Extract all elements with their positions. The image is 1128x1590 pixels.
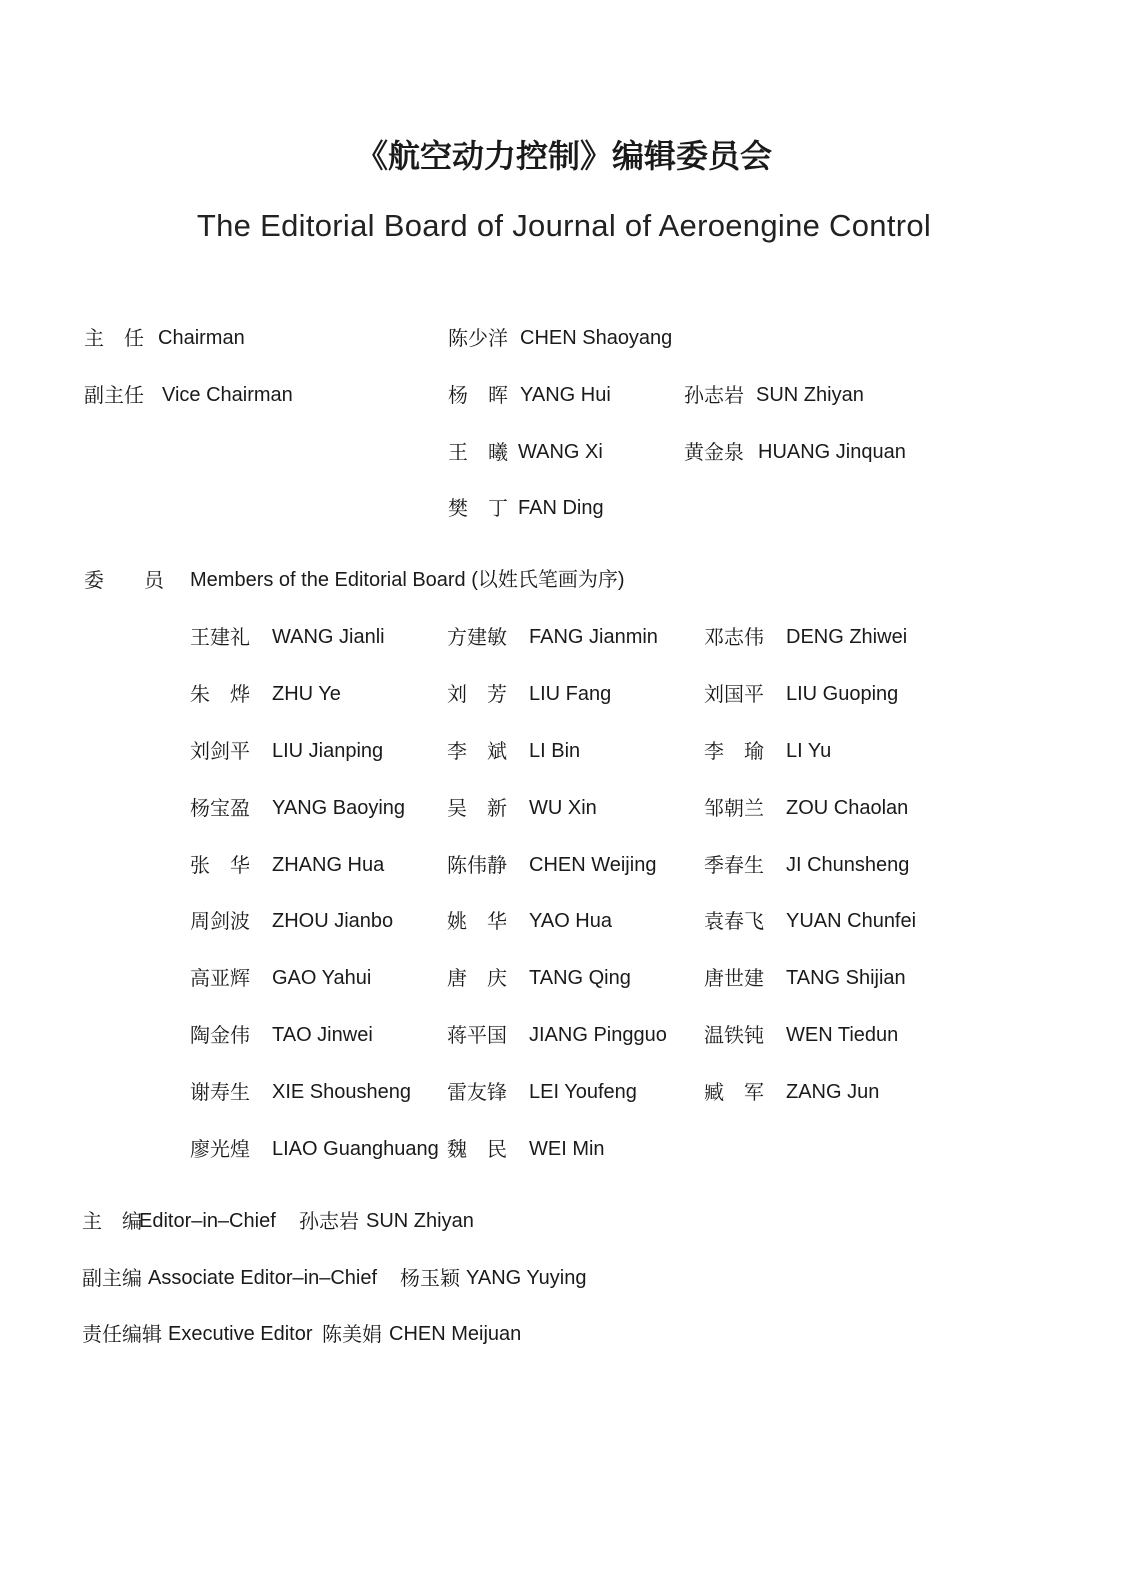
member-name-cn: 蒋平国 bbox=[447, 1023, 507, 1047]
member-name-en: YANG Baoying bbox=[272, 797, 406, 819]
chairman-role-cn: 主 任 bbox=[84, 326, 144, 350]
member-name-en: CHEN Weijing bbox=[529, 854, 657, 876]
member-name-en: FANG Jianmin bbox=[529, 626, 658, 648]
vice-chairman-role-cn: 副主任 bbox=[84, 383, 144, 407]
associate-editor-name-cn: 杨玉颖 bbox=[400, 1266, 460, 1290]
member-name-en: LI Yu bbox=[786, 740, 832, 762]
member-name-cn: 刘 芳 bbox=[447, 682, 507, 706]
member-name-cn: 魏 民 bbox=[447, 1137, 507, 1161]
member-name-en: TANG Qing bbox=[529, 967, 631, 989]
vice-chairman-name-en: WANG Xi bbox=[518, 441, 603, 463]
member-name-en: JIANG Pingguo bbox=[529, 1024, 667, 1046]
editor-in-chief-role-en: Editor–in–Chief bbox=[139, 1210, 276, 1232]
member-name-en: WEI Min bbox=[529, 1138, 605, 1160]
executive-editor-role-cn: 责任编辑 bbox=[82, 1322, 162, 1346]
vice-chairman-name-en: SUN Zhiyan bbox=[756, 384, 864, 406]
member-name-cn: 刘国平 bbox=[704, 682, 764, 706]
member-name-en: WU Xin bbox=[529, 797, 597, 819]
associate-editor-name-en: YANG Yuying bbox=[466, 1267, 587, 1289]
member-name-en: ZHOU Jianbo bbox=[272, 910, 394, 932]
member-name-cn: 朱 烨 bbox=[190, 682, 250, 706]
member-name-en: ZHU Ye bbox=[272, 683, 341, 705]
member-name-en: LEI Youfeng bbox=[529, 1081, 637, 1103]
member-name-cn: 方建敏 bbox=[447, 625, 507, 649]
chairman-name-cn: 陈少洋 bbox=[448, 326, 508, 350]
chairman-role-en: Chairman bbox=[158, 327, 245, 349]
member-name-cn: 杨宝盈 bbox=[190, 796, 250, 820]
members-role-en: Members of the Editorial Board (以姓氏笔画为序) bbox=[190, 569, 625, 591]
executive-editor-name-cn: 陈美娟 bbox=[322, 1322, 382, 1346]
editor-in-chief-name-cn: 孙志岩 bbox=[299, 1209, 359, 1233]
member-name-en: LIU Guoping bbox=[786, 683, 899, 705]
chairman-name-en: CHEN Shaoyang bbox=[520, 327, 673, 349]
member-name-en: XIE Shousheng bbox=[272, 1081, 411, 1103]
executive-editor-role-en: Executive Editor bbox=[168, 1323, 313, 1345]
member-name-cn: 陶金伟 bbox=[190, 1023, 250, 1047]
member-name-cn: 邹朝兰 bbox=[704, 796, 764, 820]
member-name-cn: 唐 庆 bbox=[447, 966, 507, 990]
executive-editor-name-en: CHEN Meijuan bbox=[389, 1323, 522, 1345]
member-name-en: JI Chunsheng bbox=[786, 854, 910, 876]
member-name-en: GAO Yahui bbox=[272, 967, 372, 989]
member-name-en: ZANG Jun bbox=[786, 1081, 880, 1103]
member-name-cn: 张 华 bbox=[190, 853, 250, 877]
member-name-cn: 温铁钝 bbox=[704, 1023, 764, 1047]
member-name-en: LIU Fang bbox=[529, 683, 612, 705]
member-name-cn: 袁春飞 bbox=[704, 909, 764, 933]
associate-editor-role-en: Associate Editor–in–Chief bbox=[148, 1267, 378, 1289]
member-name-en: LIU Jianping bbox=[272, 740, 384, 762]
vice-chairman-name-en: FAN Ding bbox=[518, 497, 604, 519]
member-name-en: LI Bin bbox=[529, 740, 581, 762]
page-title-chinese: 《航空动力控制》编辑委员会 bbox=[355, 137, 772, 175]
member-name-cn: 高亚辉 bbox=[190, 966, 250, 990]
member-name-cn: 周剑波 bbox=[190, 909, 250, 933]
member-name-en: WANG Jianli bbox=[272, 626, 385, 648]
member-name-en: TAO Jinwei bbox=[272, 1024, 373, 1046]
member-name-cn: 臧 军 bbox=[704, 1080, 764, 1104]
member-name-cn: 李 斌 bbox=[447, 739, 507, 763]
member-name-cn: 邓志伟 bbox=[704, 625, 764, 649]
member-name-cn: 刘剑平 bbox=[190, 739, 250, 763]
editor-in-chief-role-cn: 主 编 bbox=[82, 1209, 142, 1233]
vice-chairman-name-cn: 黄金泉 bbox=[684, 440, 744, 464]
vice-chairman-name-cn: 杨 晖 bbox=[448, 383, 508, 407]
vice-chairman-name-cn: 孙志岩 bbox=[684, 383, 744, 407]
editor-in-chief-name-en: SUN Zhiyan bbox=[366, 1210, 474, 1232]
member-name-cn: 李 瑜 bbox=[704, 739, 764, 763]
vice-chairman-name-cn: 樊 丁 bbox=[448, 496, 508, 520]
associate-editor-role-cn: 副主编 bbox=[82, 1266, 142, 1290]
member-name-cn: 廖光煌 bbox=[190, 1137, 250, 1161]
vice-chairman-name-en: HUANG Jinquan bbox=[758, 441, 906, 463]
vice-chairman-name-cn: 王 曦 bbox=[448, 440, 508, 464]
member-name-cn: 王建礼 bbox=[190, 625, 250, 649]
member-name-cn: 季春生 bbox=[704, 853, 764, 877]
member-name-en: ZHANG Hua bbox=[272, 854, 385, 876]
member-name-cn: 陈伟静 bbox=[447, 853, 507, 877]
page-title-english: The Editorial Board of Journal of Aeroengine Control bbox=[196, 208, 932, 243]
member-name-en: YUAN Chunfei bbox=[786, 910, 917, 932]
vice-chairman-role-en: Vice Chairman bbox=[162, 384, 293, 406]
member-name-en: TANG Shijian bbox=[786, 967, 906, 989]
member-name-en: WEN Tiedun bbox=[786, 1024, 899, 1046]
member-name-en: ZOU Chaolan bbox=[786, 797, 909, 819]
member-name-en: LIAO Guanghuang bbox=[272, 1138, 439, 1160]
member-name-cn: 雷友锋 bbox=[447, 1080, 507, 1104]
member-name-cn: 吴 新 bbox=[447, 796, 507, 820]
members-role-cn: 委 员 bbox=[84, 568, 164, 592]
member-name-cn: 谢寿生 bbox=[190, 1080, 250, 1104]
vice-chairman-name-en: YANG Hui bbox=[520, 384, 611, 406]
member-name-cn: 唐世建 bbox=[704, 966, 764, 990]
member-name-en: YAO Hua bbox=[529, 910, 612, 932]
member-name-en: DENG Zhiwei bbox=[786, 626, 908, 648]
member-name-cn: 姚 华 bbox=[447, 909, 507, 933]
